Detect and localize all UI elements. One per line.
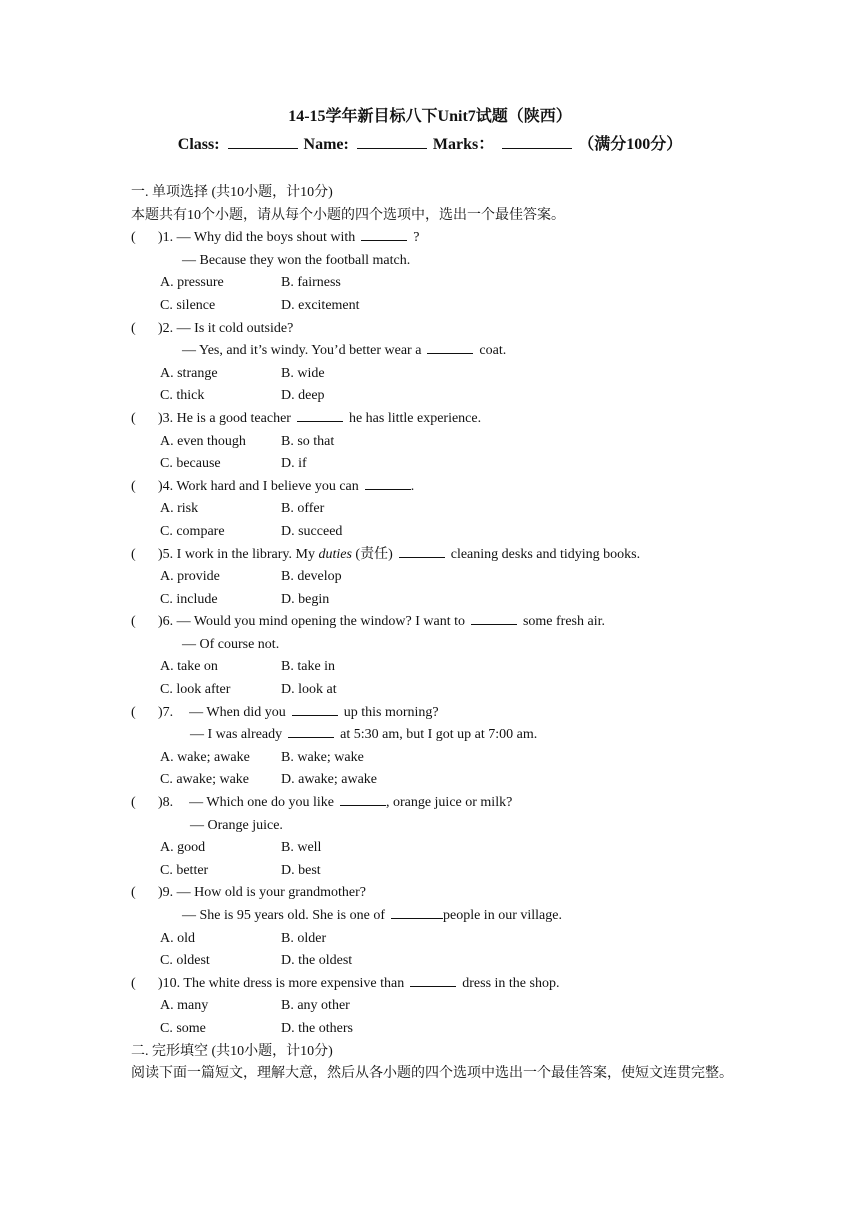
name-label: Name: bbox=[303, 136, 349, 153]
option-b: B. take in bbox=[281, 659, 336, 675]
answer-blank bbox=[340, 793, 386, 806]
question-line-2: — Of course not. bbox=[182, 636, 280, 652]
option-c: C. better bbox=[160, 862, 209, 878]
option-c: C. thick bbox=[160, 388, 205, 404]
option-b: B. develop bbox=[281, 569, 342, 585]
worksheet-body bbox=[131, 182, 741, 1086]
answer-paren[interactable]: ( bbox=[131, 704, 136, 720]
answer-paren[interactable]: ( bbox=[131, 885, 136, 901]
answer-paren[interactable]: ( bbox=[131, 478, 136, 494]
marks-blank[interactable] bbox=[502, 134, 572, 149]
question-line-2: — Orange juice. bbox=[190, 817, 283, 833]
question-line-2: — I was already bbox=[190, 727, 283, 743]
section-1-heading: 一. 单项选择 (共10小题，计10分) bbox=[131, 185, 333, 200]
answer-blank bbox=[410, 974, 456, 987]
answer-blank bbox=[365, 477, 411, 490]
answer-paren[interactable]: ( bbox=[131, 975, 136, 991]
option-c: C. silence bbox=[160, 297, 216, 313]
answer-blank-2 bbox=[288, 725, 334, 738]
option-c: C. oldest bbox=[160, 953, 210, 969]
question-stem-end: ? bbox=[413, 230, 420, 246]
question-line-2: — She is 95 years old. She is one of bbox=[182, 908, 385, 923]
answer-paren[interactable]: ( bbox=[131, 230, 136, 246]
question-line-2-end: people in our village. bbox=[442, 908, 562, 923]
option-c: C. because bbox=[160, 456, 221, 472]
option-c: C. some bbox=[160, 1020, 206, 1036]
answer-blank bbox=[471, 612, 517, 625]
question-stem: )3. He is a good teacher bbox=[158, 410, 291, 426]
question-9 bbox=[131, 882, 741, 972]
answer-paren[interactable]: ( bbox=[131, 320, 136, 336]
question-line-2-end: coat. bbox=[479, 343, 507, 359]
answer-blank bbox=[292, 703, 338, 716]
option-c: C. include bbox=[160, 591, 218, 607]
question-stem: )5. I work in the library. My bbox=[158, 546, 315, 562]
option-b: B. wide bbox=[281, 365, 325, 381]
question-number: )8. bbox=[158, 795, 174, 811]
answer-blank bbox=[297, 409, 343, 422]
question-stem: — Which one do you like bbox=[189, 795, 334, 811]
option-a: A. pressure bbox=[160, 275, 224, 291]
option-d: D. look at bbox=[281, 682, 337, 698]
question-stem: )1. — Why did the boys shout with bbox=[158, 230, 356, 246]
question-stem-end: dress in the shop. bbox=[462, 975, 560, 991]
option-a: A. wake; awake bbox=[160, 749, 250, 765]
gloss: (责任) bbox=[355, 546, 393, 562]
question-4 bbox=[131, 476, 741, 544]
section-2-heading: 二. 完形填空 (共10小题，计10分) bbox=[131, 1043, 333, 1059]
class-label: Class: bbox=[177, 136, 220, 153]
option-d: D. succeed bbox=[281, 523, 343, 539]
option-b: B. any other bbox=[281, 998, 350, 1014]
question-stem-end: some fresh air. bbox=[522, 614, 605, 630]
option-d: D. best bbox=[281, 862, 321, 878]
question-line-2: — Yes, and it’s windy. You’d better wear a bbox=[182, 343, 422, 359]
answer-blank bbox=[399, 545, 445, 558]
option-d: D. deep bbox=[281, 388, 325, 404]
option-a: A. good bbox=[160, 840, 206, 856]
answer-paren[interactable]: ( bbox=[131, 546, 136, 562]
answer-paren[interactable]: ( bbox=[131, 795, 136, 811]
option-c: C. awake; wake bbox=[160, 772, 250, 788]
option-a: A. take on bbox=[160, 659, 218, 675]
full-marks: （满分100分） bbox=[578, 136, 683, 153]
section-1-instruction: 本题共有10个小题，请从每个小题的四个选项中，选出一个最佳答案。 bbox=[131, 207, 565, 223]
option-c: C. compare bbox=[160, 523, 225, 539]
answer-blank bbox=[391, 906, 443, 919]
question-number: )7. bbox=[158, 704, 174, 720]
name-blank[interactable] bbox=[357, 134, 427, 149]
option-a: A. old bbox=[160, 930, 195, 946]
question-stem: )4. Work hard and I believe you can bbox=[158, 478, 359, 494]
option-d: D. the others bbox=[281, 1020, 353, 1036]
option-d: D. if bbox=[281, 456, 307, 472]
question-line-2: — Because they won the football match. bbox=[182, 252, 411, 268]
option-a: A. strange bbox=[160, 365, 218, 381]
question-stem-end: he has little experience. bbox=[348, 410, 482, 426]
section-2-instruction: 阅读下面一篇短文，理解大意，然后从各小题的四个选项中选出一个最佳答案，使短文连贯完整。 bbox=[131, 1066, 733, 1082]
option-b: B. so that bbox=[281, 433, 335, 449]
question-stem-end: cleaning desks and tidying books. bbox=[450, 546, 641, 562]
question-line-2-end: at 5:30 am, but I got up at 7:00 am. bbox=[340, 727, 538, 743]
option-b: B. offer bbox=[281, 501, 325, 517]
question-stem: )6. — Would you mind opening the window? I want to bbox=[158, 614, 465, 630]
answer-blank bbox=[427, 341, 473, 354]
question-5 bbox=[131, 544, 741, 612]
option-b: B. older bbox=[281, 930, 327, 946]
question-6 bbox=[131, 611, 741, 701]
option-b: B. wake; wake bbox=[281, 749, 364, 765]
question-stem-end: . bbox=[410, 478, 415, 494]
option-b: B. well bbox=[281, 840, 322, 856]
question-7 bbox=[131, 702, 741, 792]
question-8 bbox=[131, 792, 741, 882]
option-d: D. awake; awake bbox=[281, 772, 378, 788]
option-c: C. look after bbox=[160, 682, 231, 698]
question-stem: )9. — How old is your grandmother? bbox=[158, 885, 367, 901]
option-a: A. many bbox=[160, 998, 209, 1014]
option-a: A. risk bbox=[160, 501, 199, 517]
option-d: D. excitement bbox=[281, 297, 360, 313]
option-a: A. provide bbox=[160, 569, 220, 585]
page-title: 14-15学年新目标八下Unit7试题（陕西） bbox=[288, 108, 572, 125]
option-b: B. fairness bbox=[281, 275, 341, 291]
question-stem: — When did you bbox=[189, 704, 286, 720]
question-stem: )10. The white dress is more expensive than bbox=[158, 975, 405, 991]
answer-paren[interactable]: ( bbox=[131, 410, 136, 426]
option-a: A. even though bbox=[160, 433, 246, 449]
question-stem-end: up this morning? bbox=[343, 704, 439, 720]
question-stem: )2. — Is it cold outside? bbox=[158, 320, 294, 336]
answer-blank bbox=[361, 228, 407, 241]
option-d: D. begin bbox=[281, 591, 330, 607]
question-3 bbox=[131, 408, 741, 476]
question-stem-end: , orange juice or milk? bbox=[385, 795, 513, 811]
question-10 bbox=[131, 973, 741, 1041]
class-blank[interactable] bbox=[228, 134, 298, 149]
student-info-line bbox=[0, 134, 860, 156]
italic-word: duties bbox=[318, 546, 352, 562]
marks-label: Marks： bbox=[432, 136, 495, 153]
question-2 bbox=[131, 318, 741, 408]
option-d: D. the oldest bbox=[281, 953, 353, 969]
question-1 bbox=[131, 227, 741, 317]
answer-paren[interactable]: ( bbox=[131, 614, 136, 630]
